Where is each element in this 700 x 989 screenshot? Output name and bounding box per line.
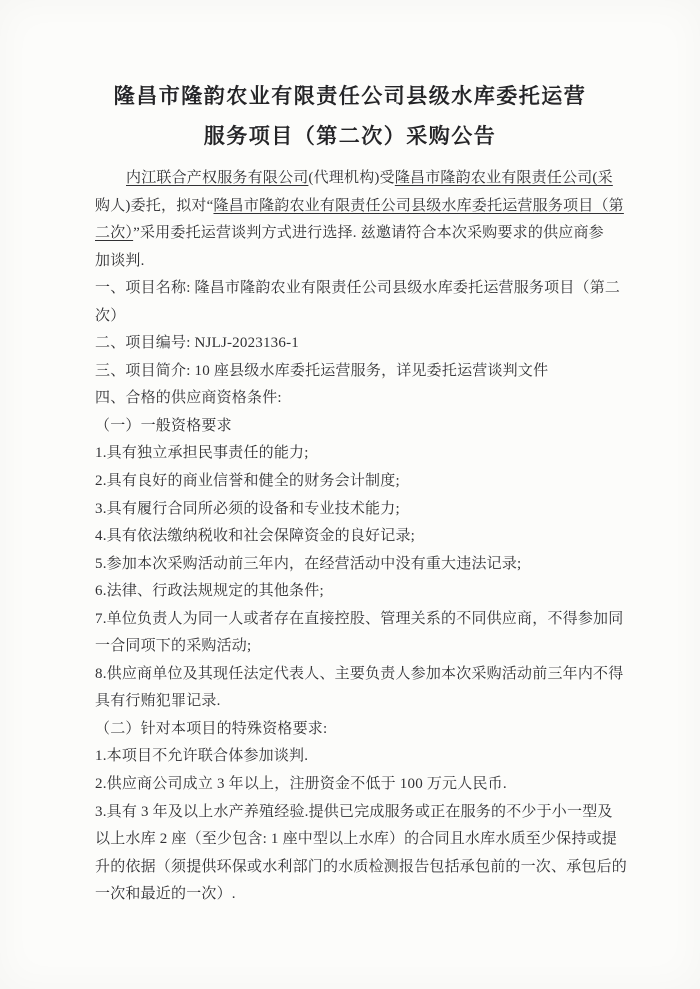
- text-segment: 2.供应商公司成立 3 年以上，注册资金不低于 100 万元人民币.: [95, 776, 507, 793]
- text-segment: 1.具有独立承担民事责任的能力;: [95, 445, 309, 462]
- text-line: [95, 248, 630, 276]
- text-segment: 4.具有依法缴纳税收和社会保障资金的良好记录;: [95, 528, 416, 545]
- text-line: [95, 799, 630, 827]
- text-line: [95, 523, 630, 551]
- document-title: [0, 0, 700, 156]
- text-segment: 6.法律、行政法规规定的其他条件;: [95, 583, 324, 600]
- underlined-text: 隆昌市隆韵农业有限责任公司(采: [394, 170, 613, 186]
- text-segment: 二、项目编号: NJLJ-2023136-1: [95, 335, 299, 352]
- text-line: [95, 688, 630, 716]
- text-segment: 7.单位负责人为同一人或者存在直接控股、管理关系的不同供应商，不得参加同: [95, 610, 624, 627]
- document-body: [95, 165, 630, 909]
- text-segment: 购人)委托，拟对“: [95, 197, 214, 214]
- text-segment: 加谈判.: [95, 252, 145, 269]
- text-line: [95, 661, 630, 689]
- text-line: [95, 275, 630, 303]
- text-line: [95, 826, 630, 854]
- text-segment: 8.供应商单位及其现任法定代表人、主要负责人参加本次采购活动前三年内不得: [95, 665, 624, 682]
- text-line: [95, 606, 630, 634]
- text-segment: 三、项目简介: 10 座县级水库委托运营服务，详见委托运营谈判文件: [95, 362, 549, 379]
- text-line: [95, 330, 630, 358]
- text-line: [95, 303, 630, 331]
- text-line: [95, 633, 630, 661]
- text-segment: 一次和最近的一次）.: [95, 886, 236, 903]
- text-line: [95, 413, 630, 441]
- text-line: [95, 468, 630, 496]
- text-segment: 3.具有履行合同所必须的设备和专业技术能力;: [95, 500, 400, 517]
- text-line: [95, 385, 630, 413]
- text-line: [95, 881, 630, 909]
- text-segment: （一）一般资格要求: [95, 417, 232, 434]
- text-segment: 5.参加本次采购活动前三年内，在经营活动中没有重大违法记录;: [95, 555, 522, 572]
- text-line: [95, 743, 630, 771]
- text-segment: 升的依据（须提供环保或水利部门的水质检测报告包括承包前的一次、承包后的: [95, 858, 628, 875]
- text-segment: 一合同项下的采购活动;: [95, 638, 252, 655]
- underlined-text: 内江联合产权服务有限公司: [126, 170, 309, 186]
- text-segment: 四、合格的供应商资格条件:: [95, 390, 282, 407]
- text-line: [95, 165, 630, 193]
- text-segment: 2.具有良好的商业信誉和健全的财务会计制度;: [95, 473, 400, 490]
- text-line: [95, 496, 630, 524]
- text-segment: ”采用委托运营谈判方式进行选择. 兹邀请符合本次采购要求的供应商参: [133, 225, 604, 242]
- underlined-text: 二次）: [95, 225, 134, 242]
- text-line: [95, 771, 630, 799]
- text-line: [95, 854, 630, 882]
- text-line: [95, 220, 630, 248]
- text-segment: 3.具有 3 年及以上水产养殖经验.提供已完成服务或正在服务的不少于小一型及: [95, 803, 613, 820]
- text-line: [95, 578, 630, 606]
- underlined-text: 隆昌市隆韵农业有限责任公司县级水库委托运营服务项目（第: [213, 197, 624, 214]
- text-segment: （二）针对本项目的特殊资格要求:: [95, 720, 328, 737]
- text-line: [95, 193, 630, 221]
- document-title-line2: 服务项目（第二次）采购公告: [203, 124, 497, 148]
- text-segment: 一、项目名称: 隆昌市隆韵农业有限责任公司县级水库委托运营服务项目（第二: [95, 280, 621, 297]
- text-segment: 1.本项目不允许联合体参加谈判.: [95, 748, 309, 765]
- document-title-line1: 隆昌市隆韵农业有限责任公司县级水库委托运营: [113, 84, 587, 108]
- text-segment: (代理机构)受: [308, 170, 395, 186]
- text-line: [95, 716, 630, 744]
- text-segment: 以上水库 2 座（至少包含: 1 座中型以上水库）的合同且水库水质至少保持或提: [95, 831, 617, 848]
- text-line: [95, 440, 630, 468]
- text-line: [95, 551, 630, 579]
- text-line: [95, 358, 630, 386]
- text-segment: 次）: [95, 307, 126, 324]
- text-segment: 具有行贿犯罪记录.: [95, 693, 221, 710]
